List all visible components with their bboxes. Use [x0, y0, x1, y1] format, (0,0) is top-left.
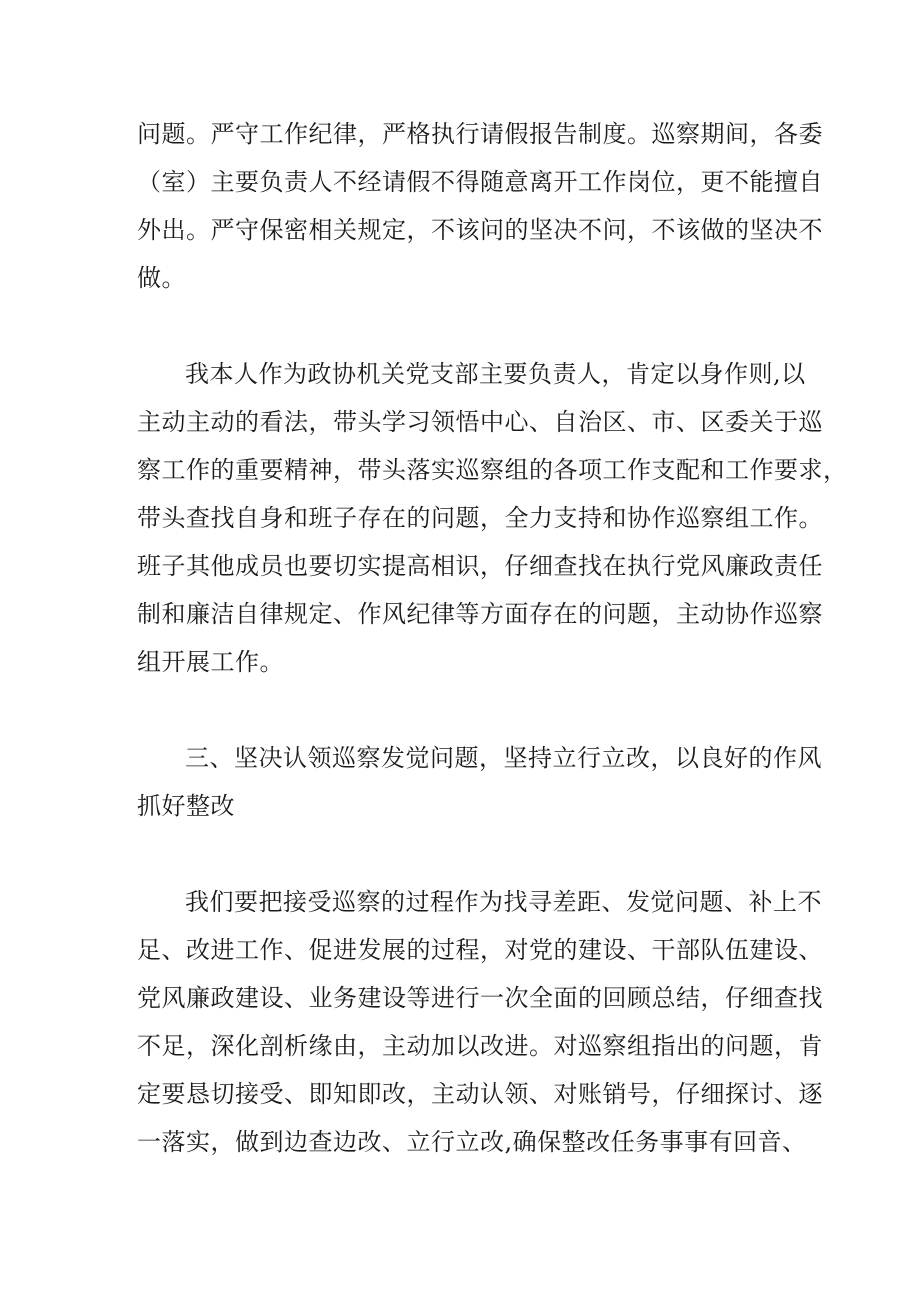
- text-line: 定要恳切接受、即知即改，主动认领、对账销号，仔细探讨、逐: [137, 1080, 823, 1108]
- text-line: 做。: [137, 264, 186, 292]
- text-line: 制和廉洁自律规定、作风纪律等方面存在的问题，主动协作巡察: [137, 600, 823, 628]
- text-line: 足、改进工作、促进发展的过程，对党的建设、干部队伍建设、: [137, 936, 823, 964]
- text-line: 党风廉政建设、业务建设等进行一次全面的回顾总结，仔细查找: [137, 984, 823, 1012]
- text-line: 班子其他成员也要切实提高相识，仔细查找在执行党风廉政责任: [137, 552, 823, 580]
- section-heading-three: [137, 734, 822, 830]
- text-line: 问题。严守工作纪律，严格执行请假报告制度。巡察期间，各委: [137, 120, 823, 148]
- text-line: 主动主动的看法，带头学习领悟中心、自治区、市、区委关于巡: [137, 408, 823, 436]
- text-line: 带头查找自身和班子存在的问题，全力支持和协作巡察组工作。: [137, 504, 823, 532]
- paragraph-leadership: [137, 350, 848, 686]
- text-line: （室）主要负责人不经请假不得随意离开工作岗位，更不能擅自: [137, 168, 823, 196]
- text-line: 不足，深化剖析缘由，主动加以改进。对巡察组指出的问题，肯: [137, 1032, 823, 1060]
- paragraph-rectification: [137, 878, 823, 1166]
- text-line: 我本人作为政协机关党支部主要负责人，肯定以身作则,以: [185, 360, 806, 388]
- text-line: 一落实，做到边查边改、立行立改,确保整改任务事事有回音、: [137, 1128, 807, 1156]
- text-line: 我们要把接受巡察的过程作为找寻差距、发觉问题、补上不: [185, 888, 822, 916]
- text-line: 组开展工作。: [137, 648, 284, 676]
- text-line: 外出。严守保密相关规定，不该问的坚决不问，不该做的坚决不: [137, 216, 823, 244]
- text-line: 察工作的重要精神，带头落实巡察组的各项工作支配和工作要求，: [137, 456, 848, 484]
- text-line: 抓好整改: [137, 792, 235, 820]
- paragraph-discipline: [137, 110, 823, 302]
- text-line: 三、坚决认领巡察发觉问题，坚持立行立改，以良好的作风: [185, 744, 822, 772]
